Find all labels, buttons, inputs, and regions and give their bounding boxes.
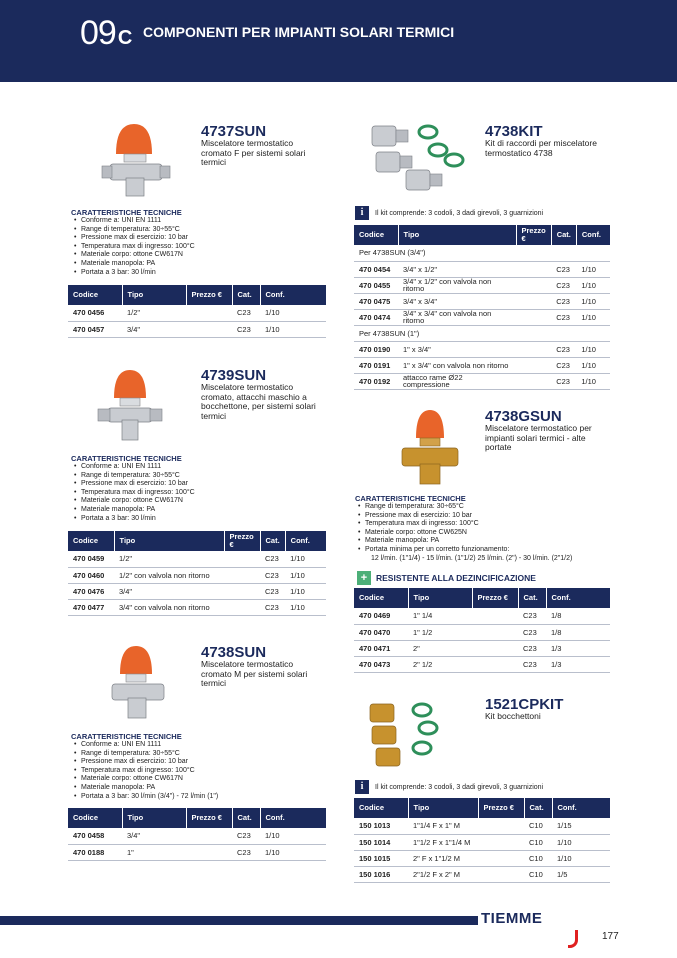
table-row: 470 0469 1" 1/4 C23 1/8: [354, 608, 610, 624]
page-number: 177: [602, 931, 619, 942]
table-row: 470 0471 2" C23 1/3: [354, 640, 610, 656]
table-row: 470 0473 2" 1/2 C23 1/3: [354, 656, 610, 672]
table-group-row: Per 4738SUN (1"): [354, 325, 610, 341]
table-row: 470 0460 1/2" con valvola non ritorno C23 1/10: [68, 567, 326, 583]
union-kit-1521-image: [366, 698, 446, 770]
product-desc-4739sun: Miscelatore termostatico cromato, attacchi maschio a bocchettone, per sistemi solari termici: [201, 382, 316, 421]
table-row: 470 0190 1" x 3/4" C23 1/10: [354, 341, 610, 357]
fittings-kit-4738-image: [368, 120, 468, 196]
specs-4737sun: CARATTERISTICHE TECNICHE • Conforme a: UNI EN 1111 • Range di temperatura: 30÷55°C • Pressione max di esercizio: 10 bar • Temperatura max di ingresso: 100°C • Materiale corpo: ottone CW617N • Materiale manopola: PA • Portata a 3 bar: 30 l/min: [71, 208, 195, 277]
valve-4738gsun-image: [398, 406, 462, 488]
price-table-4738sun: Codice Tipo Prezzo € Cat. Conf. 470 0458 3/4" C23 1/10 470 0188 1" C23 1/10: [68, 808, 326, 861]
table-row: 470 0458 3/4" C23 1/10: [68, 828, 326, 844]
kit-info-1521: i Il kit comprende: 3 codoli, 3 dadi girevoli, 3 guarnizioni: [355, 780, 543, 794]
product-title-4739sun: 4739SUN: [201, 367, 267, 384]
table-row: 470 0459 1/2" C23 1/10: [68, 551, 326, 567]
table-row: 470 0455 3/4" x 1/2" con valvola non ritorno C23 1/10: [354, 277, 610, 293]
price-table-1521cpkit: Codice Tipo Prezzo € Cat. Conf. 150 1013 1"1/4 F x 1" M C10 1/15 150 1014 1"1/2 F x 1"1/4 M C10 1/10 150 1015 2" F x 1"1/2 M C10 1/10 150 1016 2"1/2 F x 2" M C10 1/5: [354, 798, 610, 883]
resistance-badge: + RESISTENTE ALLA DEZINCIFICAZIONE: [357, 571, 536, 585]
product-desc-1521cpkit: Kit bocchettoni: [485, 711, 541, 721]
table-row: 150 1016 2"1/2 F x 2" M C10 1/5: [354, 866, 610, 882]
page-header: [0, 0, 677, 82]
price-table-4738kit: Codice Tipo Prezzo € Cat. Conf. Per 4738SUN (3/4") 470 0454 3/4" x 1/2" C23 1/10 470 0455 3/4" x 1/2" con valvola non ritorno C23 1/10 470 0475 3/4" x 3/4" C23 1/10 470 0474 3/4" x 3/4" con valvola non ritorno C23 1/10 Per 4738SUN (1") 470 0190 1" x 3/4" C23 1/10 470 0191 1" x 3/4" con valvola non ritorno C23 1/10 470 0192 attacco rame Ø22 compressione C23 1/10: [354, 225, 610, 390]
table-row: 150 1014 1"1/2 F x 1"1/4 M C10 1/10: [354, 834, 610, 850]
valve-4738sun-image: [108, 642, 168, 720]
table-row: 150 1013 1"1/4 F x 1" M C10 1/15: [354, 818, 610, 834]
price-table-4737sun: Codice Tipo Prezzo € Cat. Conf. 470 0456 1/2" C23 1/10 470 0457 3/4" C23 1/10: [68, 285, 326, 338]
product-desc-4738gsun: Miscelatore termostatico per impianti solari termici - alte portate: [485, 423, 592, 452]
price-table-4739sun: Codice Tipo Prezzo € Cat. Conf. 470 0459 1/2" C23 1/10 470 0460 1/2" con valvola non ritorno C23 1/10 470 0476 3/4" C23 1/10 470 0477 3/4" con valvola non ritorno C23 1/10: [68, 531, 326, 616]
info-icon: i: [355, 780, 369, 794]
product-desc-4737sun: Miscelatore termostatico cromato F per sistemi solari termici: [201, 138, 306, 167]
table-row: 150 1015 2" F x 1"1/2 M C10 1/10: [354, 850, 610, 866]
table-row: 470 0191 1" x 3/4" con valvola non ritorno C23 1/10: [354, 357, 610, 373]
valve-4737sun-image: [100, 120, 172, 200]
product-desc-4738kit: Kit di raccordi per miscelatore termostatico 4738: [485, 138, 597, 158]
table-row: 470 0456 1/2" C23 1/10: [68, 305, 326, 321]
plus-icon: +: [357, 571, 371, 585]
price-table-4738gsun: Codice Tipo Prezzo € Cat. Conf. 470 0469 1" 1/4 C23 1/8 470 0470 1" 1/2 C23 1/8 470 0471 2" C23 1/3 470 0473 2" 1/2 C23 1/3: [354, 588, 610, 673]
product-title-4738kit: 4738KIT: [485, 123, 543, 140]
product-title-4738sun: 4738SUN: [201, 644, 267, 661]
page-title: COMPONENTI PER IMPIANTI SOLARI TERMICI: [143, 24, 455, 40]
table-group-row: Per 4738SUN (3/4"): [354, 245, 610, 261]
product-desc-4738sun: Miscelatore termostatico cromato M per sistemi solari termici: [201, 659, 308, 688]
table-row: 470 0454 3/4" x 1/2" C23 1/10: [354, 261, 610, 277]
product-title-4738gsun: 4738GSUN: [485, 408, 562, 425]
chapter-number: 09 C: [80, 14, 132, 52]
table-row: 470 0477 3/4" con valvola non ritorno C23 1/10: [68, 599, 326, 615]
specs-4739sun: CARATTERISTICHE TECNICHE • Conforme a: UNI EN 1111 • Range di temperatura: 30÷55°C • Pressione max di esercizio: 10 bar • Temperatura max di ingresso: 100°C • Materiale corpo: ottone CW617N • Materiale manopola: PA • Portata a 3 bar: 30 l/min: [71, 454, 195, 523]
specs-4738gsun: CARATTERISTICHE TECNICHE • Range di temperatura: 30÷65°C • Pressione max di esercizio: 10 bar • Temperatura max di ingresso: 100°C • Materiale corpo: ottone CW625N • Materiale manopola: PA • Portata minima per un corretto funzionamento: 12 l/min. (1"1/4) - 15 l/min. (1"1/2) 25 l/min. (2") - 30 l/min. (2"1/2): [355, 494, 572, 563]
table-row: 470 0470 1" 1/2 C23 1/8: [354, 624, 610, 640]
specs-4738sun: CARATTERISTICHE TECNICHE • Conforme a: UNI EN 1111 • Range di temperatura: 30÷55°C • Pressione max di esercizio: 10 bar • Temperatura max di ingresso: 100°C • Materiale corpo: ottone CW617N • Materiale manopola: PA • Portata a 3 bar: 30 l/min (3/4") - 72 l/min (1"): [71, 732, 218, 801]
brand-logo: TIEMME: [478, 910, 578, 930]
info-icon: i: [355, 206, 369, 220]
kit-info-4738: i Il kit comprende: 3 codoli, 3 dadi girevoli, 3 guarnizioni: [355, 206, 543, 220]
valve-4739sun-image: [96, 366, 166, 444]
table-row: 470 0188 1" C23 1/10: [68, 844, 326, 860]
table-row: 470 0475 3/4" x 3/4" C23 1/10: [354, 293, 610, 309]
table-row: 470 0476 3/4" C23 1/10: [68, 583, 326, 599]
table-row: 470 0474 3/4" x 3/4" con valvola non ritorno C23 1/10: [354, 309, 610, 325]
product-title-4737sun: 4737SUN: [201, 123, 267, 140]
table-row: 470 0457 3/4" C23 1/10: [68, 321, 326, 337]
table-row: 470 0192 attacco rame Ø22 compressione C23 1/10: [354, 373, 610, 389]
product-title-1521cpkit: 1521CPKIT: [485, 696, 564, 713]
